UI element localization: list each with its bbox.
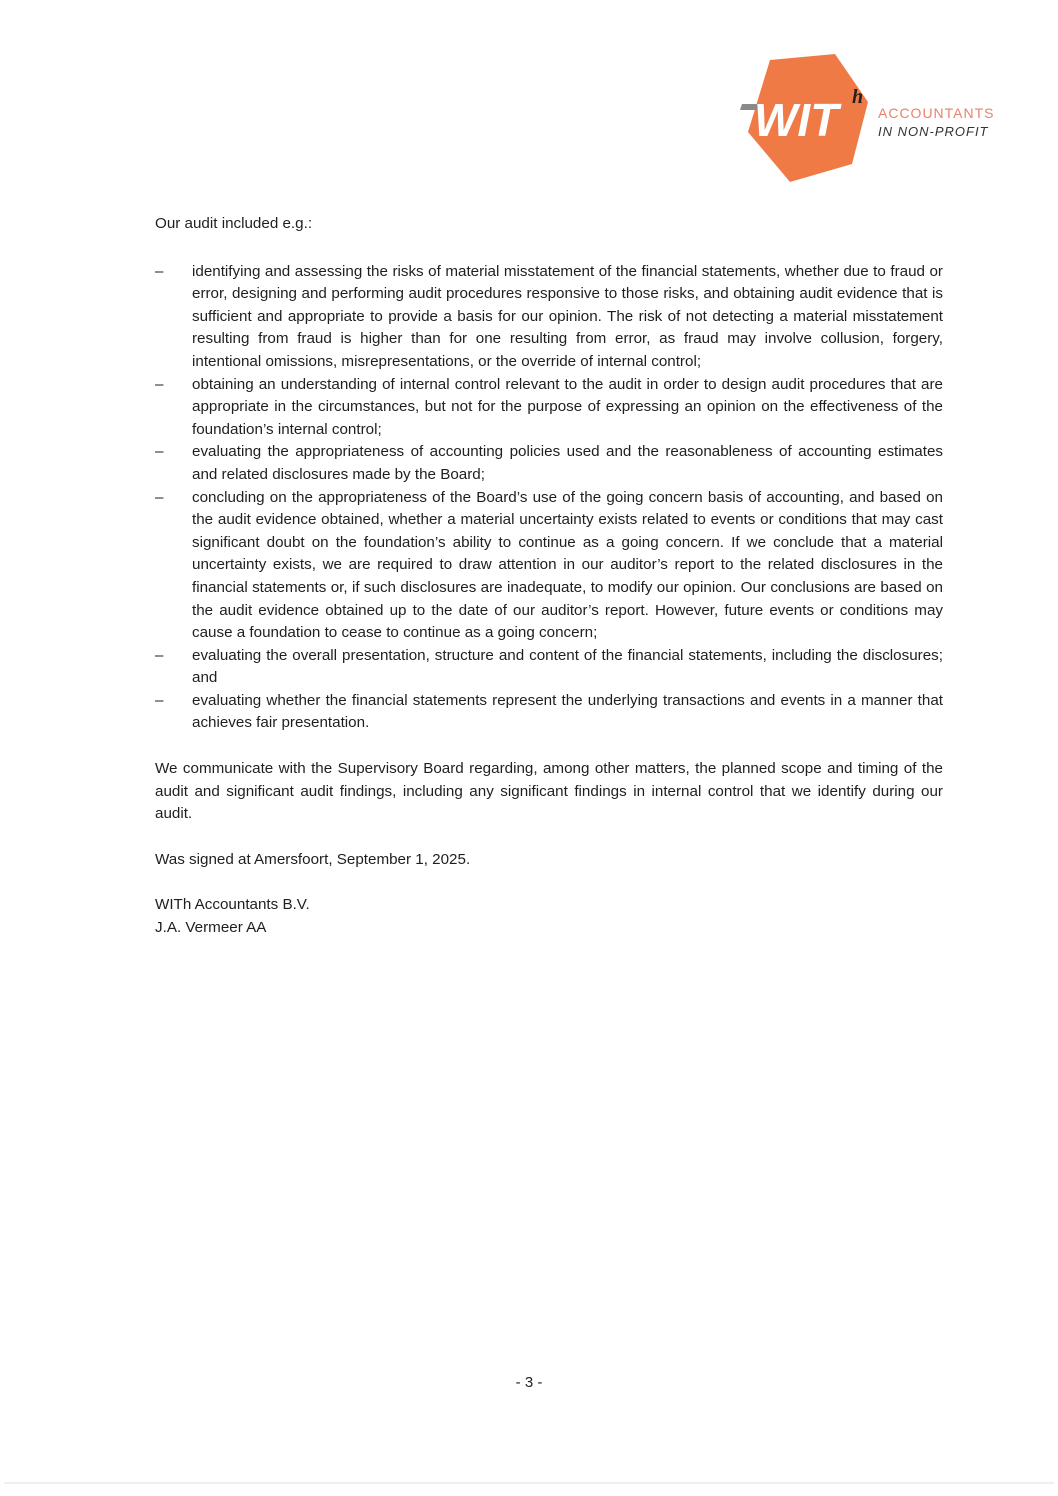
document-body [155,213,943,940]
communication-paragraph: We communicate with the Supervisory Board regarding, among other matters, the planned scope and timing of the audit and significant audit findings, including any significant findings in internal control that we identify during our audit. [155,760,943,823]
dash-bullet: – [155,646,164,664]
signature-name: J.A. Vermeer AA [155,919,267,937]
page-bottom-edge [4,1482,1054,1484]
signature-block [155,894,943,939]
dash-bullet: – [155,375,164,393]
dash-bullet: – [155,443,164,461]
list-item: – concluding on the appropriateness of the Board’s use of the going concern basis of accounting, and based on the audit evidence obtained, whether a material uncertainty exists related to events or conditions that may cast significant doubt on the foundation’s ability to continue as a going concern. If we conclude that a material uncertainty exists, we are required to draw attention in our auditor’s report to the related disclosures in the financial statements or, if such disclosures are inadequate, to modify our opinion. Our conclusions are based on the audit evidence obtained up to the date of our auditor’s report. However, future events or conditions may cause a foundation to cease to continue as a going concern; [155,488,943,642]
dash-bullet: – [155,691,164,709]
intro-text: Our audit included e.g.: [155,215,313,232]
list-item: – evaluating the overall presentation, structure and content of the financial statements, including the disclosures; and [155,646,943,687]
logo-superscript: h [852,86,864,108]
logo-line-non-profit: IN NON-PROFIT [878,124,989,139]
dash-bullet: – [155,488,164,506]
logo-hexagon-icon [740,52,875,187]
signature-firm: WITh Accountants B.V. [155,896,310,914]
signed-location-date: Was signed at Amersfoort, September 1, 2025. [155,850,471,868]
company-logo [740,52,1000,187]
logo-line-accountants: ACCOUNTANTS [878,105,995,121]
svg-text:WIT: WIT [754,94,839,146]
dash-bullet: – [155,262,164,280]
list-item: – evaluating the appropriateness of accounting policies used and the reasonableness of accounting estimates and related disclosures made by the Board; [155,443,943,483]
list-item: – obtaining an understanding of internal control relevant to the audit in order to design audit procedures that are appropriate in the circumstances, but not for the purpose of expressing an opinion on the effectiveness of the foundation’s internal control; [155,375,943,438]
page-number: - 3 - [515,1374,543,1391]
list-item: – identifying and assessing the risks of material misstatement of the financial statements, whether due to fraud or error, designing and performing audit procedures responsive to those risks, and obtaining audit evidence that is sufficient and appropriate to provide a basis for our opinion. The risk of not detecting a material misstatement resulting from fraud is higher than for one resulting from error, as fraud may involve collusion, forgery, intentional omissions, misrepresentations, or the override of internal control; [155,262,943,370]
audit-procedures-list [155,261,943,735]
list-item: – evaluating whether the financial statements represent the underlying transactions and events in a manner that achieves fair presentation. [155,691,943,732]
